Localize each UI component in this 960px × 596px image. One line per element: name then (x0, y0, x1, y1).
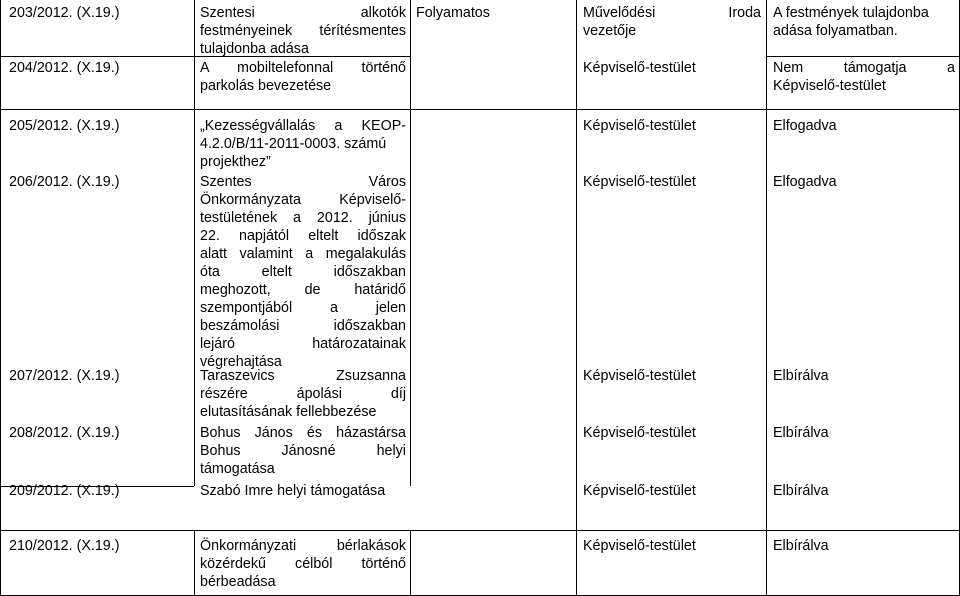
table-row (0, 110, 960, 172)
decision-body: Képviselő-testület (583, 425, 696, 441)
table-row (0, 0, 960, 56)
decision-subject: „Kezességvállalás a KEOP- 4.2.0/B/11-2011-0003. számú projekthez” (200, 118, 406, 170)
table-row (0, 57, 960, 109)
table-row (0, 367, 960, 421)
row-divider-210-top (0, 530, 960, 531)
result-text: Elbírálva (773, 368, 829, 384)
decision-subject: Szentesi alkotók festményeinek térítésmentes tulajdonba adása (200, 5, 406, 57)
status-text: Folyamatos (416, 5, 490, 21)
result-text: A festmények tulajdonba adása folyamatban. (773, 5, 929, 39)
decision-subject: Szentes Város Önkormányzata Képviselő- testületének a 2012. június 22. napjától eltelt időszak alatt valamint a megalakulás óta eltelt időszakban meghozott, de határidő szempontjából a jelen beszámolási időszakban lejáró határozatainak végrehajtása (200, 174, 406, 370)
decision-number: 203/2012. (X.19.) (9, 5, 120, 21)
result-text: Nem támogatja a Képviselő-testület (773, 60, 955, 94)
decision-subject: A mobiltelefonnal történő parkolás bevezetése (200, 60, 406, 94)
decision-body: Képviselő-testület (583, 483, 696, 499)
result-text: Elbírálva (773, 538, 829, 554)
table-row (0, 482, 960, 526)
decision-number: 204/2012. (X.19.) (9, 60, 120, 76)
result-text: Elfogadva (773, 118, 837, 134)
result-text: Elbírálva (773, 425, 829, 441)
decision-body: Képviselő-testület (583, 538, 696, 554)
decision-subject: Taraszevics Zsuzsanna részére ápolási díj elutasításának fellebbezése (200, 368, 406, 420)
decision-body: Képviselő-testület (583, 174, 696, 190)
result-text: Elfogadva (773, 174, 837, 190)
decision-number: 210/2012. (X.19.) (9, 538, 120, 554)
decision-body: Képviselő-testület (583, 60, 696, 76)
decision-subject: Önkormányzati bérlakások közérdekű célból történő bérbeadása (200, 538, 406, 590)
decision-number: 206/2012. (X.19.) (9, 174, 120, 190)
responsible-text: Művelődési Iroda vezetője (583, 5, 761, 39)
decision-number: 207/2012. (X.19.) (9, 368, 120, 384)
decision-subject: Szabó Imre helyi támogatása (200, 483, 386, 499)
table-row (0, 172, 960, 370)
result-text: Elbírálva (773, 483, 829, 499)
decision-number: 209/2012. (X.19.) (9, 483, 120, 499)
decision-number: 205/2012. (X.19.) (9, 118, 120, 134)
decision-body: Képviselő-testület (583, 118, 696, 134)
table-row (0, 537, 960, 595)
table-row (0, 424, 960, 482)
decision-body: Képviselő-testület (583, 368, 696, 384)
decision-subject: Bohus János és házastársa Bohus Jánosné helyi támogatása (200, 425, 406, 477)
decision-number: 208/2012. (X.19.) (9, 425, 120, 441)
